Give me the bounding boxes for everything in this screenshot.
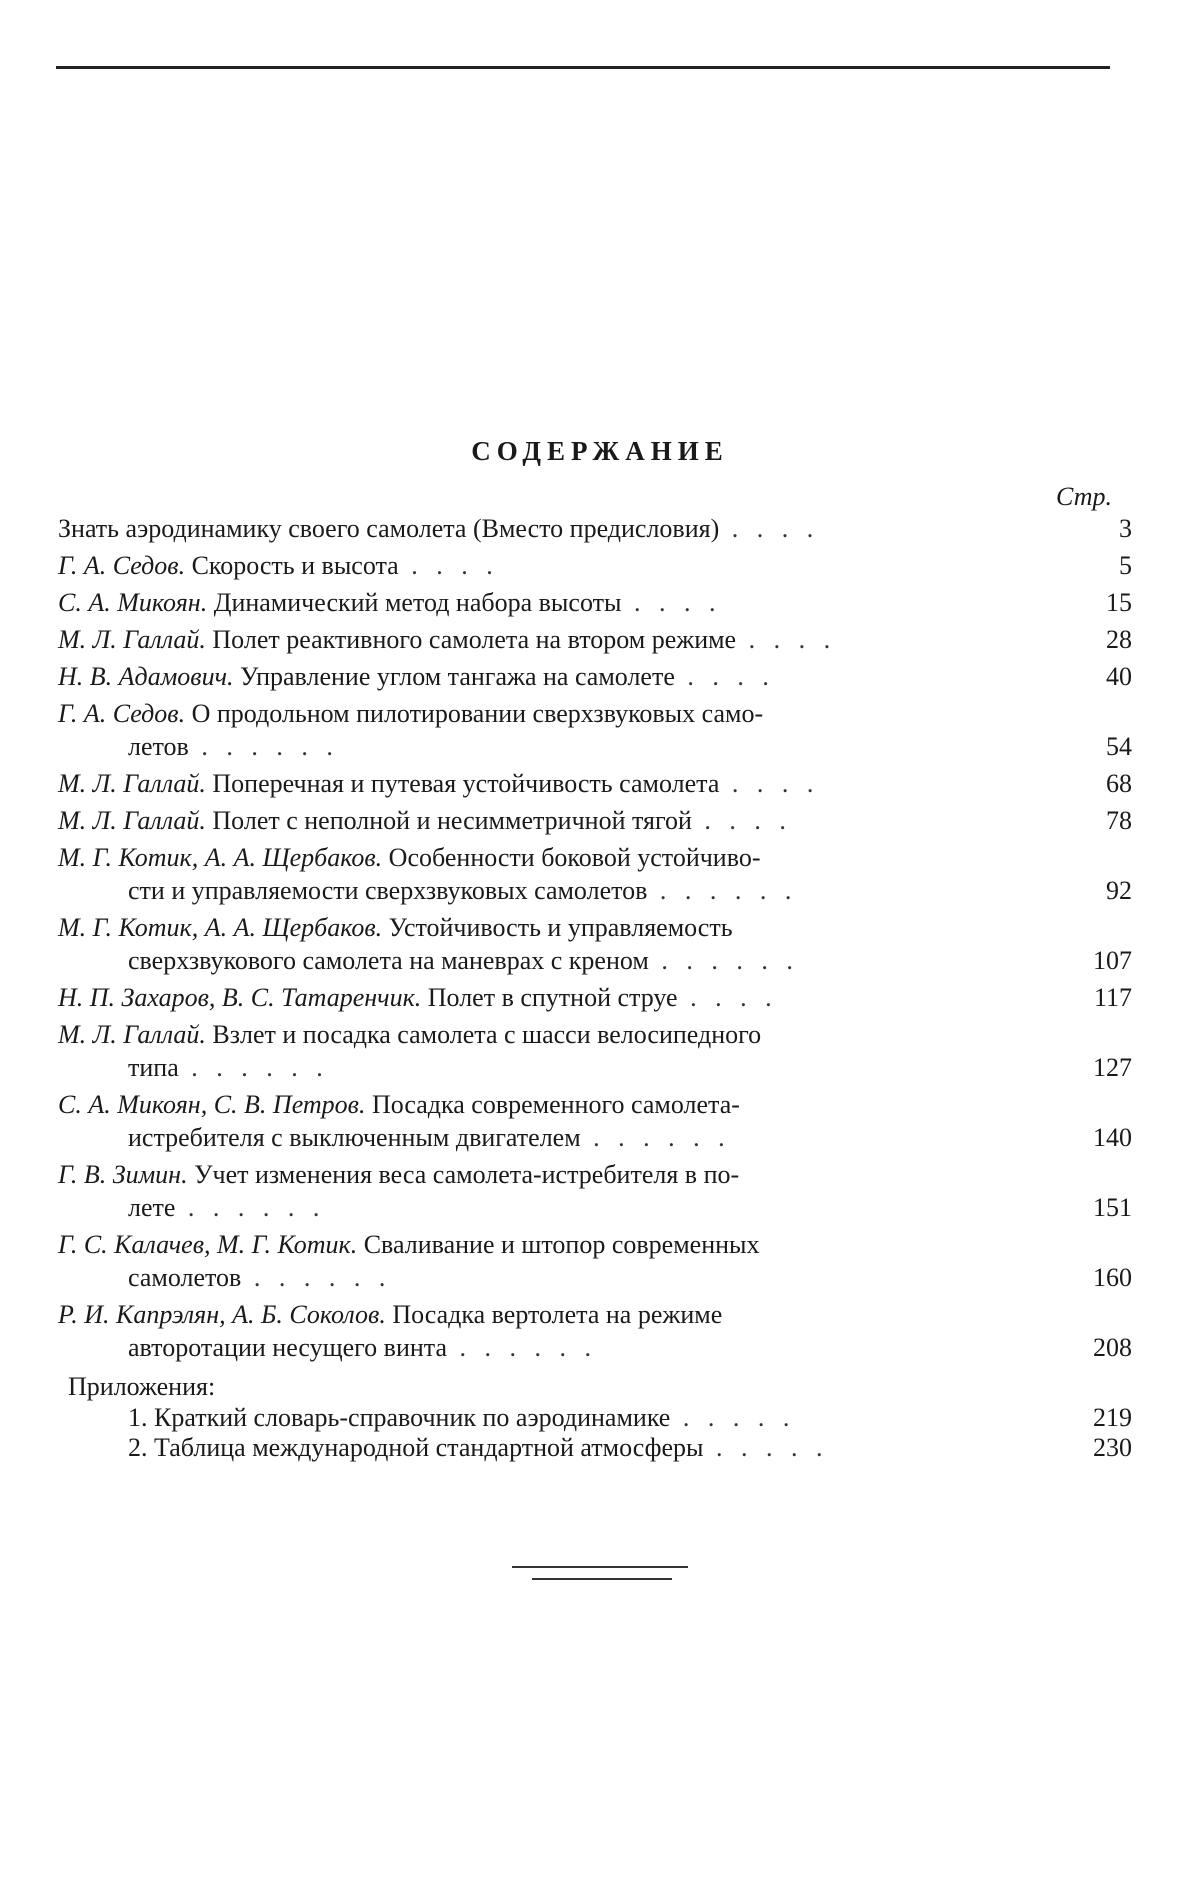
- toc-entry: Г. А. Седов. О продольном пилотировании сверхзвуковых само- летов . . . . . . 54: [58, 699, 1132, 761]
- toc-entry-page: 40: [1106, 662, 1132, 691]
- toc-entry: С. А. Микоян. Динамический метод набора высоты . . . . 15: [58, 588, 1132, 617]
- toc-entry-page: 208: [1093, 1333, 1132, 1362]
- toc-entry: М. Г. Котик, А. А. Щербаков. Особенности боковой устойчиво- сти и управляемости сверхзвуковых самолетов . . . . . . 92: [58, 843, 1132, 905]
- toc-entry-title: Посадка вертолета на режиме: [392, 1300, 723, 1329]
- table-of-contents: [58, 512, 1138, 1463]
- toc-entry-page: 3: [1119, 514, 1132, 543]
- toc-entry-page: 140: [1093, 1123, 1132, 1152]
- toc-entry-continuation: летов: [128, 732, 189, 761]
- toc-entry: М. Л. Галлай. Поперечная и путевая устойчивость самолета . . . . 68: [58, 769, 1132, 798]
- toc-entry-author: М. Л. Галлай.: [58, 806, 206, 835]
- toc-entry-continuation: типа: [128, 1053, 179, 1082]
- toc-entry: М. Л. Галлай. Полет реактивного самолета на втором режиме . . . . 28: [58, 625, 1132, 654]
- top-rule: [56, 66, 1110, 69]
- appendix-page: 230: [1093, 1433, 1132, 1462]
- toc-entry: М. Л. Галлай. Полет с неполной и несимметричной тягой . . . . 78: [58, 806, 1132, 835]
- toc-entry-title: Поперечная и путевая устойчивость самолета: [212, 769, 720, 798]
- toc-entry-page: 5: [1119, 551, 1132, 580]
- toc-entry-author: Г. А. Седов.: [58, 699, 186, 728]
- toc-entry-title: Устойчивость и управляемость: [388, 913, 733, 942]
- toc-entry-title: Полет с неполной и несимметричной тягой: [212, 806, 692, 835]
- toc-entry-continuation: истребителя с выключенным двигателем: [128, 1123, 581, 1152]
- toc-entry-title: Полет в спутной струе: [427, 983, 678, 1012]
- toc-entry: Г. С. Калачев, М. Г. Котик. Сваливание и штопор современных самолетов . . . . . . 160: [58, 1230, 1132, 1292]
- toc-entry-author: М. Л. Галлай.: [58, 1020, 206, 1049]
- toc-entry: Знать аэродинамику своего самолета (Вместо предисловия) . . . . 3: [58, 514, 1132, 543]
- toc-entry-continuation: сти и управляемости сверхзвуковых самолетов: [128, 876, 648, 905]
- toc-entry-title: Управление углом тангажа на самолете: [239, 662, 675, 691]
- end-ornament: [510, 1564, 690, 1584]
- toc-entry-continuation: самолетов: [128, 1263, 242, 1292]
- toc-entry-title: Учет изменения веса самолета-истребителя в по-: [194, 1160, 740, 1189]
- toc-entry-title: Посадка современного самолета-: [371, 1090, 740, 1119]
- toc-entry-page: 78: [1106, 806, 1132, 835]
- toc-entry-continuation: лете: [128, 1193, 176, 1222]
- appendix-entry: 2. Таблица международной стандартной атмосферы . . . . . 230: [128, 1433, 1132, 1462]
- toc-entry-title: О продольном пилотировании сверхзвуковых само-: [191, 699, 764, 728]
- toc-entry-page: 107: [1093, 946, 1132, 975]
- toc-entry: С. А. Микоян, С. В. Петров. Посадка современного самолета- истребителя с выключенным двигателем . . . . . . 140: [58, 1090, 1132, 1152]
- toc-entry-page: 15: [1106, 588, 1132, 617]
- toc-entry-author: С. А. Микоян, С. В. Петров.: [58, 1090, 366, 1119]
- toc-entry-page: 117: [1093, 983, 1132, 1012]
- toc-entry-title: Сваливание и штопор современных: [363, 1230, 760, 1259]
- toc-entry-author: Г. А. Седов.: [58, 551, 186, 580]
- toc-entry-page: 54: [1106, 732, 1132, 761]
- toc-entry-continuation: сверхзвукового самолета на маневрах с креном: [128, 946, 649, 975]
- toc-entries: [58, 512, 1138, 1364]
- appendix-title: 1. Краткий словарь-справочник по аэродинамике: [128, 1403, 671, 1432]
- appendix-page: 219: [1093, 1403, 1132, 1432]
- toc-entry-page: 151: [1093, 1193, 1132, 1222]
- toc-entry-author: Н. В. Адамович.: [58, 662, 234, 691]
- toc-appendices: [58, 1403, 1138, 1463]
- toc-entry: Н. В. Адамович. Управление углом тангажа на самолете . . . . 40: [58, 662, 1132, 691]
- page-column-label: Стр.: [1056, 482, 1112, 511]
- toc-entry-continuation: авторотации несущего винта: [128, 1333, 448, 1362]
- toc-entry-author: Р. И. Капрэлян, А. Б. Соколов.: [58, 1300, 386, 1329]
- appendix-entry: 1. Краткий словарь-справочник по аэродинамике . . . . . 219: [128, 1403, 1132, 1432]
- toc-entry-author: Г. С. Калачев, М. Г. Котик.: [58, 1230, 358, 1259]
- toc-entry-title: Динамический метод набора высоты: [213, 588, 622, 617]
- toc-entry-page: 28: [1106, 625, 1132, 654]
- toc-entry-page: 127: [1093, 1053, 1132, 1082]
- toc-entry-page: 160: [1093, 1263, 1132, 1292]
- toc-entry-page: 92: [1106, 876, 1132, 905]
- toc-entry-author: С. А. Микоян.: [58, 588, 208, 617]
- toc-entry-author: М. Г. Котик, А. А. Щербаков.: [58, 843, 383, 872]
- toc-entry-title: Особенности боковой устойчиво-: [388, 843, 761, 872]
- toc-entry-author: Н. П. Захаров, В. С. Татаренчик.: [58, 983, 422, 1012]
- page-title: СОДЕРЖАНИЕ: [471, 436, 729, 466]
- toc-entry-title: Знать аэродинамику своего самолета (Вместо предисловия): [58, 514, 720, 543]
- toc-entry: Г. В. Зимин. Учет изменения веса самолета-истребителя в по- лете . . . . . . 151: [58, 1160, 1132, 1222]
- toc-entry: М. Г. Котик, А. А. Щербаков. Устойчивость и управляемость сверхзвукового самолета на маневрах с креном . . . . . . 107: [58, 913, 1132, 975]
- toc-entry-author: Г. В. Зимин.: [58, 1160, 188, 1189]
- toc-entry-title: Скорость и высота: [191, 551, 399, 580]
- appendix-title: 2. Таблица международной стандартной атмосферы: [128, 1433, 704, 1462]
- toc-entry: Р. И. Капрэлян, А. Б. Соколов. Посадка вертолета на режиме авторотации несущего винта . . . . . . 208: [58, 1300, 1132, 1362]
- toc-entry-page: 68: [1106, 769, 1132, 798]
- appendix-label: Приложения:: [68, 1372, 216, 1401]
- toc-entry-author: М. Л. Галлай.: [58, 769, 206, 798]
- toc-entry: Н. П. Захаров, В. С. Татаренчик. Полет в спутной струе . . . . 117: [58, 983, 1132, 1012]
- toc-entry-author: М. Л. Галлай.: [58, 625, 206, 654]
- toc-entry-author: М. Г. Котик, А. А. Щербаков.: [58, 913, 383, 942]
- toc-entry: М. Л. Галлай. Взлет и посадка самолета с шасси велосипедного типа . . . . . . 127: [58, 1020, 1132, 1082]
- toc-entry-title: Полет реактивного самолета на втором режиме: [212, 625, 737, 654]
- toc-entry-title: Взлет и посадка самолета с шасси велосипедного: [212, 1020, 762, 1049]
- toc-entry: Г. А. Седов. Скорость и высота . . . . 5: [58, 551, 1132, 580]
